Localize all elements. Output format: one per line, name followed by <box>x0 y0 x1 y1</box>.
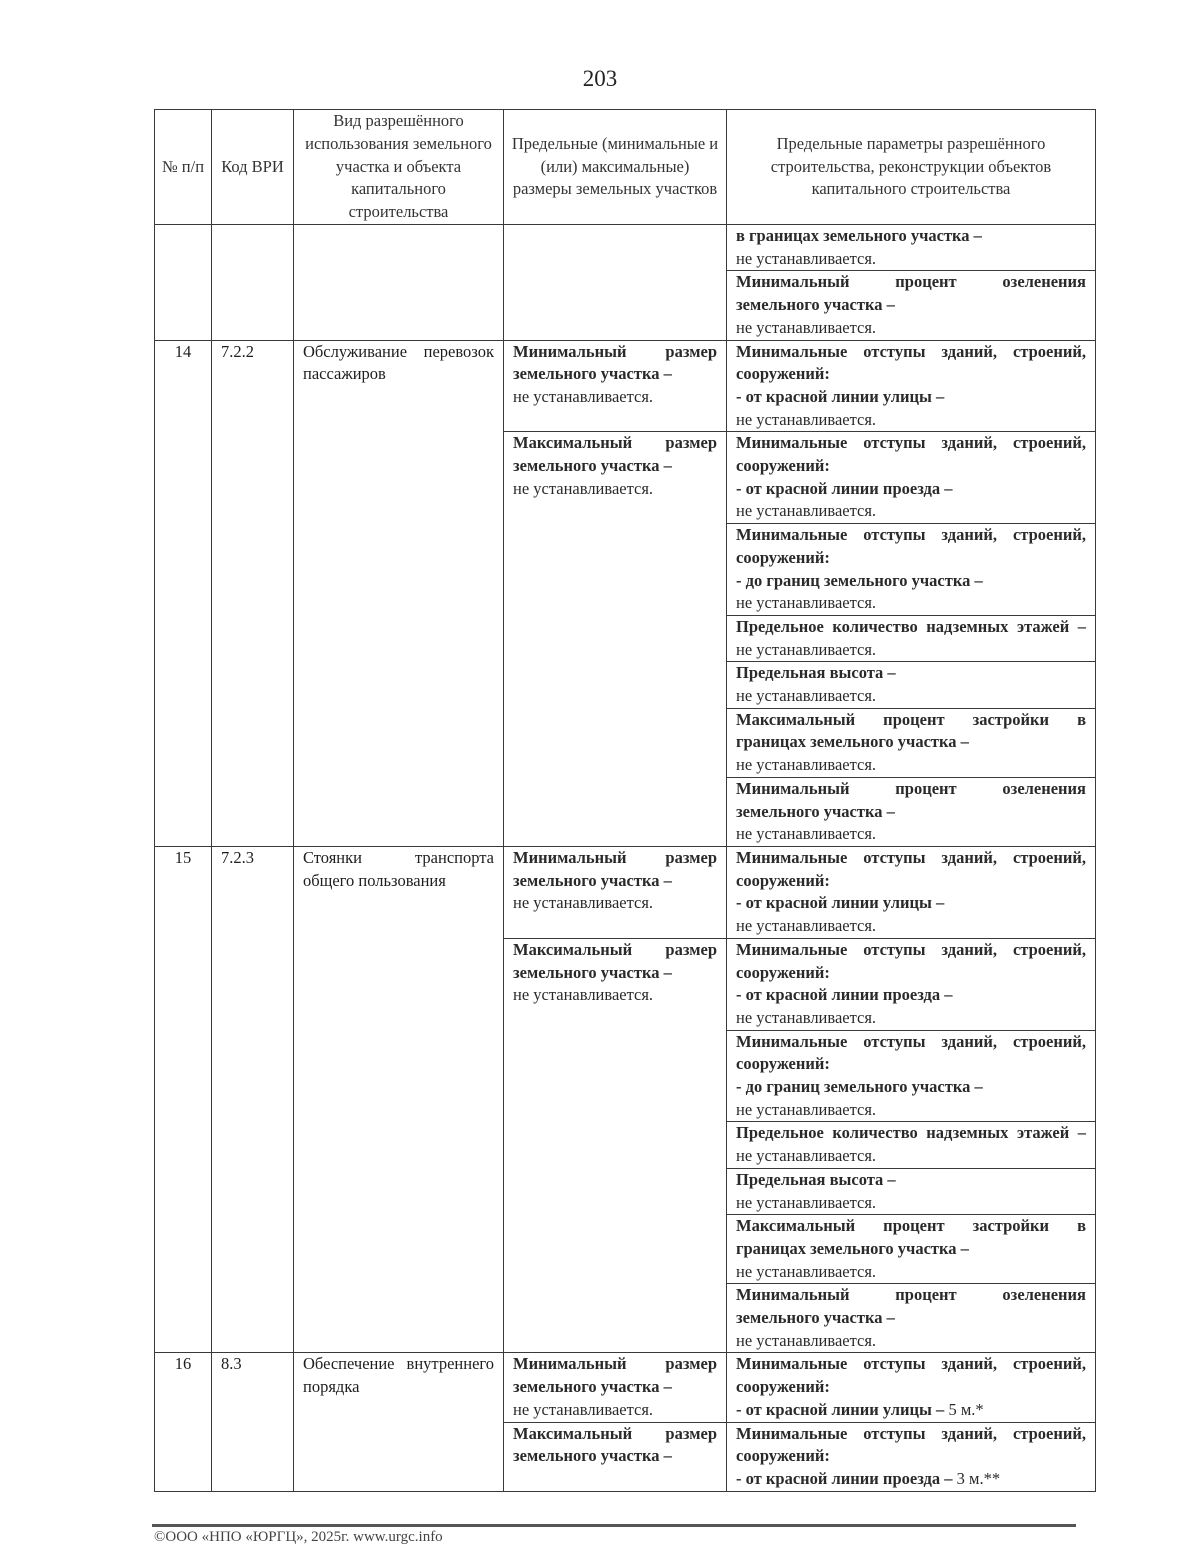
plot-size-title: Минимальный размер земельного участка – <box>513 847 717 890</box>
parameter-cell <box>727 340 1096 432</box>
parameter-title: Минимальные отступы зданий, строений, сооружений: <box>736 847 1086 890</box>
row-use-type: Стоянки транспорта общего пользования <box>294 846 504 1352</box>
table-row <box>155 340 1096 432</box>
parameter-value: не устанавливается. <box>736 1146 877 1166</box>
parameter-value: не устанавливается. <box>736 824 877 844</box>
parameter-value: не устанавливается. <box>736 755 877 775</box>
parameter-title: Предельное количество надземных этажей – <box>736 1123 1086 1143</box>
regulations-table <box>154 109 1096 1492</box>
parameter-title: Минимальные отступы зданий, строений, сооружений: <box>736 939 1086 982</box>
parameter-value: не устанавливается. <box>736 916 877 936</box>
header-parameters: Предельные параметры разрешённого строительства, реконструкции объектов капитального строительства <box>727 110 1096 225</box>
parameter-title: Минимальный процент озеленения земельного участка – <box>736 272 1086 315</box>
row-code: 7.2.3 <box>212 846 294 1352</box>
parameter-cell <box>727 271 1096 340</box>
row-use-type: Обслуживание перевозок пассажиров <box>294 340 504 846</box>
parameter-cell <box>727 938 1096 1030</box>
parameter-value: не устанавливается. <box>736 1099 877 1119</box>
parameter-title: Минимальные отступы зданий, строений, сооружений: <box>736 341 1086 384</box>
parameter-cell <box>727 708 1096 777</box>
parameter-cell <box>727 1030 1096 1122</box>
row-number: 15 <box>155 846 212 1352</box>
parameter-cell <box>727 1353 1096 1422</box>
plot-size-value: не устанавливается. <box>513 478 654 498</box>
parameter-cell <box>727 662 1096 708</box>
parameter-detail: - от красной линии улицы – <box>736 893 945 913</box>
parameter-cell <box>727 1215 1096 1284</box>
plot-size-title: Минимальный размер земельного участка – <box>513 341 717 384</box>
parameter-value: не устанавливается. <box>736 409 877 429</box>
parameter-value: не устанавливается. <box>736 686 877 706</box>
parameter-value: не устанавливается. <box>736 1330 877 1350</box>
row-code: 7.2.2 <box>212 340 294 846</box>
row-number: 16 <box>155 1353 212 1491</box>
parameter-title: Минимальные отступы зданий, строений, сооружений: <box>736 1354 1086 1397</box>
plot-size-cell <box>504 846 727 938</box>
table-row <box>155 1353 1096 1422</box>
table-row <box>155 225 1096 271</box>
parameter-detail: - от красной линии проезда – <box>736 1468 953 1488</box>
header-use-type: Вид разрешённого использования земельного участка и объекта капитального строительства <box>294 110 504 225</box>
empty-cell-name <box>294 225 504 341</box>
parameter-cell <box>727 524 1096 616</box>
footer-divider <box>152 1524 1076 1527</box>
parameter-value: не устанавливается. <box>736 501 877 521</box>
header-plot-sizes: Предельные (минимальные и (или) максимальные) размеры земельных участков <box>504 110 727 225</box>
parameter-value: 5 м.* <box>948 1399 984 1419</box>
parameter-title: Минимальные отступы зданий, строений, сооружений: <box>736 1423 1086 1466</box>
parameter-cell <box>727 1122 1096 1168</box>
parameter-cell <box>727 1284 1096 1353</box>
parameter-cell <box>727 1422 1096 1491</box>
row-number: 14 <box>155 340 212 846</box>
parameter-cell <box>727 846 1096 938</box>
plot-size-value: не устанавливается. <box>513 893 654 913</box>
parameter-cell <box>727 1168 1096 1214</box>
plot-size-cell <box>504 1422 727 1491</box>
row-use-type: Обеспечение внутреннего порядка <box>294 1353 504 1491</box>
parameter-title: Минимальные отступы зданий, строений, сооружений: <box>736 1031 1086 1074</box>
parameter-value: не устанавливается. <box>736 1007 877 1027</box>
plot-size-cell <box>504 1353 727 1422</box>
parameter-detail: - от красной линии улицы – <box>736 1399 945 1419</box>
row-code: 8.3 <box>212 1353 294 1491</box>
parameter-detail: - до границ земельного участка – <box>736 570 983 590</box>
parameter-cell <box>727 777 1096 846</box>
parameter-title: Минимальные отступы зданий, строений, сооружений: <box>736 525 1086 567</box>
plot-size-cell <box>504 432 727 847</box>
plot-size-title: Максимальный размер земельного участка – <box>513 1423 717 1466</box>
page-number: 203 <box>582 66 618 91</box>
parameter-value: 3 м.** <box>956 1468 1001 1488</box>
parameter-detail: - от красной линии проезда – <box>736 478 953 498</box>
parameter-detail: - от красной линии проезда – <box>736 985 953 1005</box>
parameter-value: не устанавливается. <box>736 317 877 337</box>
plot-size-title: Максимальный размер земельного участка – <box>513 939 717 982</box>
parameter-title: в границах земельного участка – <box>736 226 982 245</box>
parameter-value: не устанавливается. <box>736 1192 877 1212</box>
plot-size-title: Максимальный размер земельного участка – <box>513 433 717 476</box>
table-row <box>155 846 1096 938</box>
parameter-cell <box>727 225 1096 271</box>
plot-size-value: не устанавливается. <box>513 1399 654 1419</box>
parameter-value: не устанавливается. <box>736 1261 877 1281</box>
parameter-cell <box>727 615 1096 661</box>
footer-copyright: ©ООО «НПО «ЮРГЦ», 2025г. www.urgc.info <box>154 1529 443 1545</box>
parameter-detail: - до границ земельного участка – <box>736 1077 983 1097</box>
parameter-cell <box>727 432 1096 524</box>
parameter-title: Предельная высота – <box>736 663 896 683</box>
empty-cell-sizes <box>504 225 727 341</box>
plot-size-value: не устанавливается. <box>513 386 654 406</box>
parameter-title: Максимальный процент застройки в границах земельного участка – <box>736 709 1086 752</box>
parameter-title: Минимальный процент озеленения земельного участка – <box>736 778 1086 821</box>
table-header-row <box>155 110 1096 225</box>
parameter-value: не устанавливается. <box>736 593 877 613</box>
empty-cell-num <box>155 225 212 341</box>
parameter-title: Предельная высота – <box>736 1169 896 1189</box>
parameter-title: Минимальные отступы зданий, строений, сооружений: <box>736 433 1086 476</box>
parameter-title: Максимальный процент застройки в границах земельного участка – <box>736 1216 1086 1258</box>
parameter-value: не устанавливается. <box>736 639 877 659</box>
parameter-value: не устанавливается. <box>736 248 877 268</box>
parameter-detail: - от красной линии улицы – <box>736 386 945 406</box>
plot-size-title: Минимальный размер земельного участка – <box>513 1354 717 1397</box>
header-number: № п/п <box>155 110 212 225</box>
parameter-title: Минимальный процент озеленения земельного участка – <box>736 1285 1086 1328</box>
empty-cell-code <box>212 225 294 341</box>
header-code: Код ВРИ <box>212 110 294 225</box>
plot-size-value: не устанавливается. <box>513 985 654 1005</box>
plot-size-cell <box>504 938 727 1353</box>
parameter-title: Предельное количество надземных этажей – <box>736 616 1086 636</box>
plot-size-cell <box>504 340 727 432</box>
